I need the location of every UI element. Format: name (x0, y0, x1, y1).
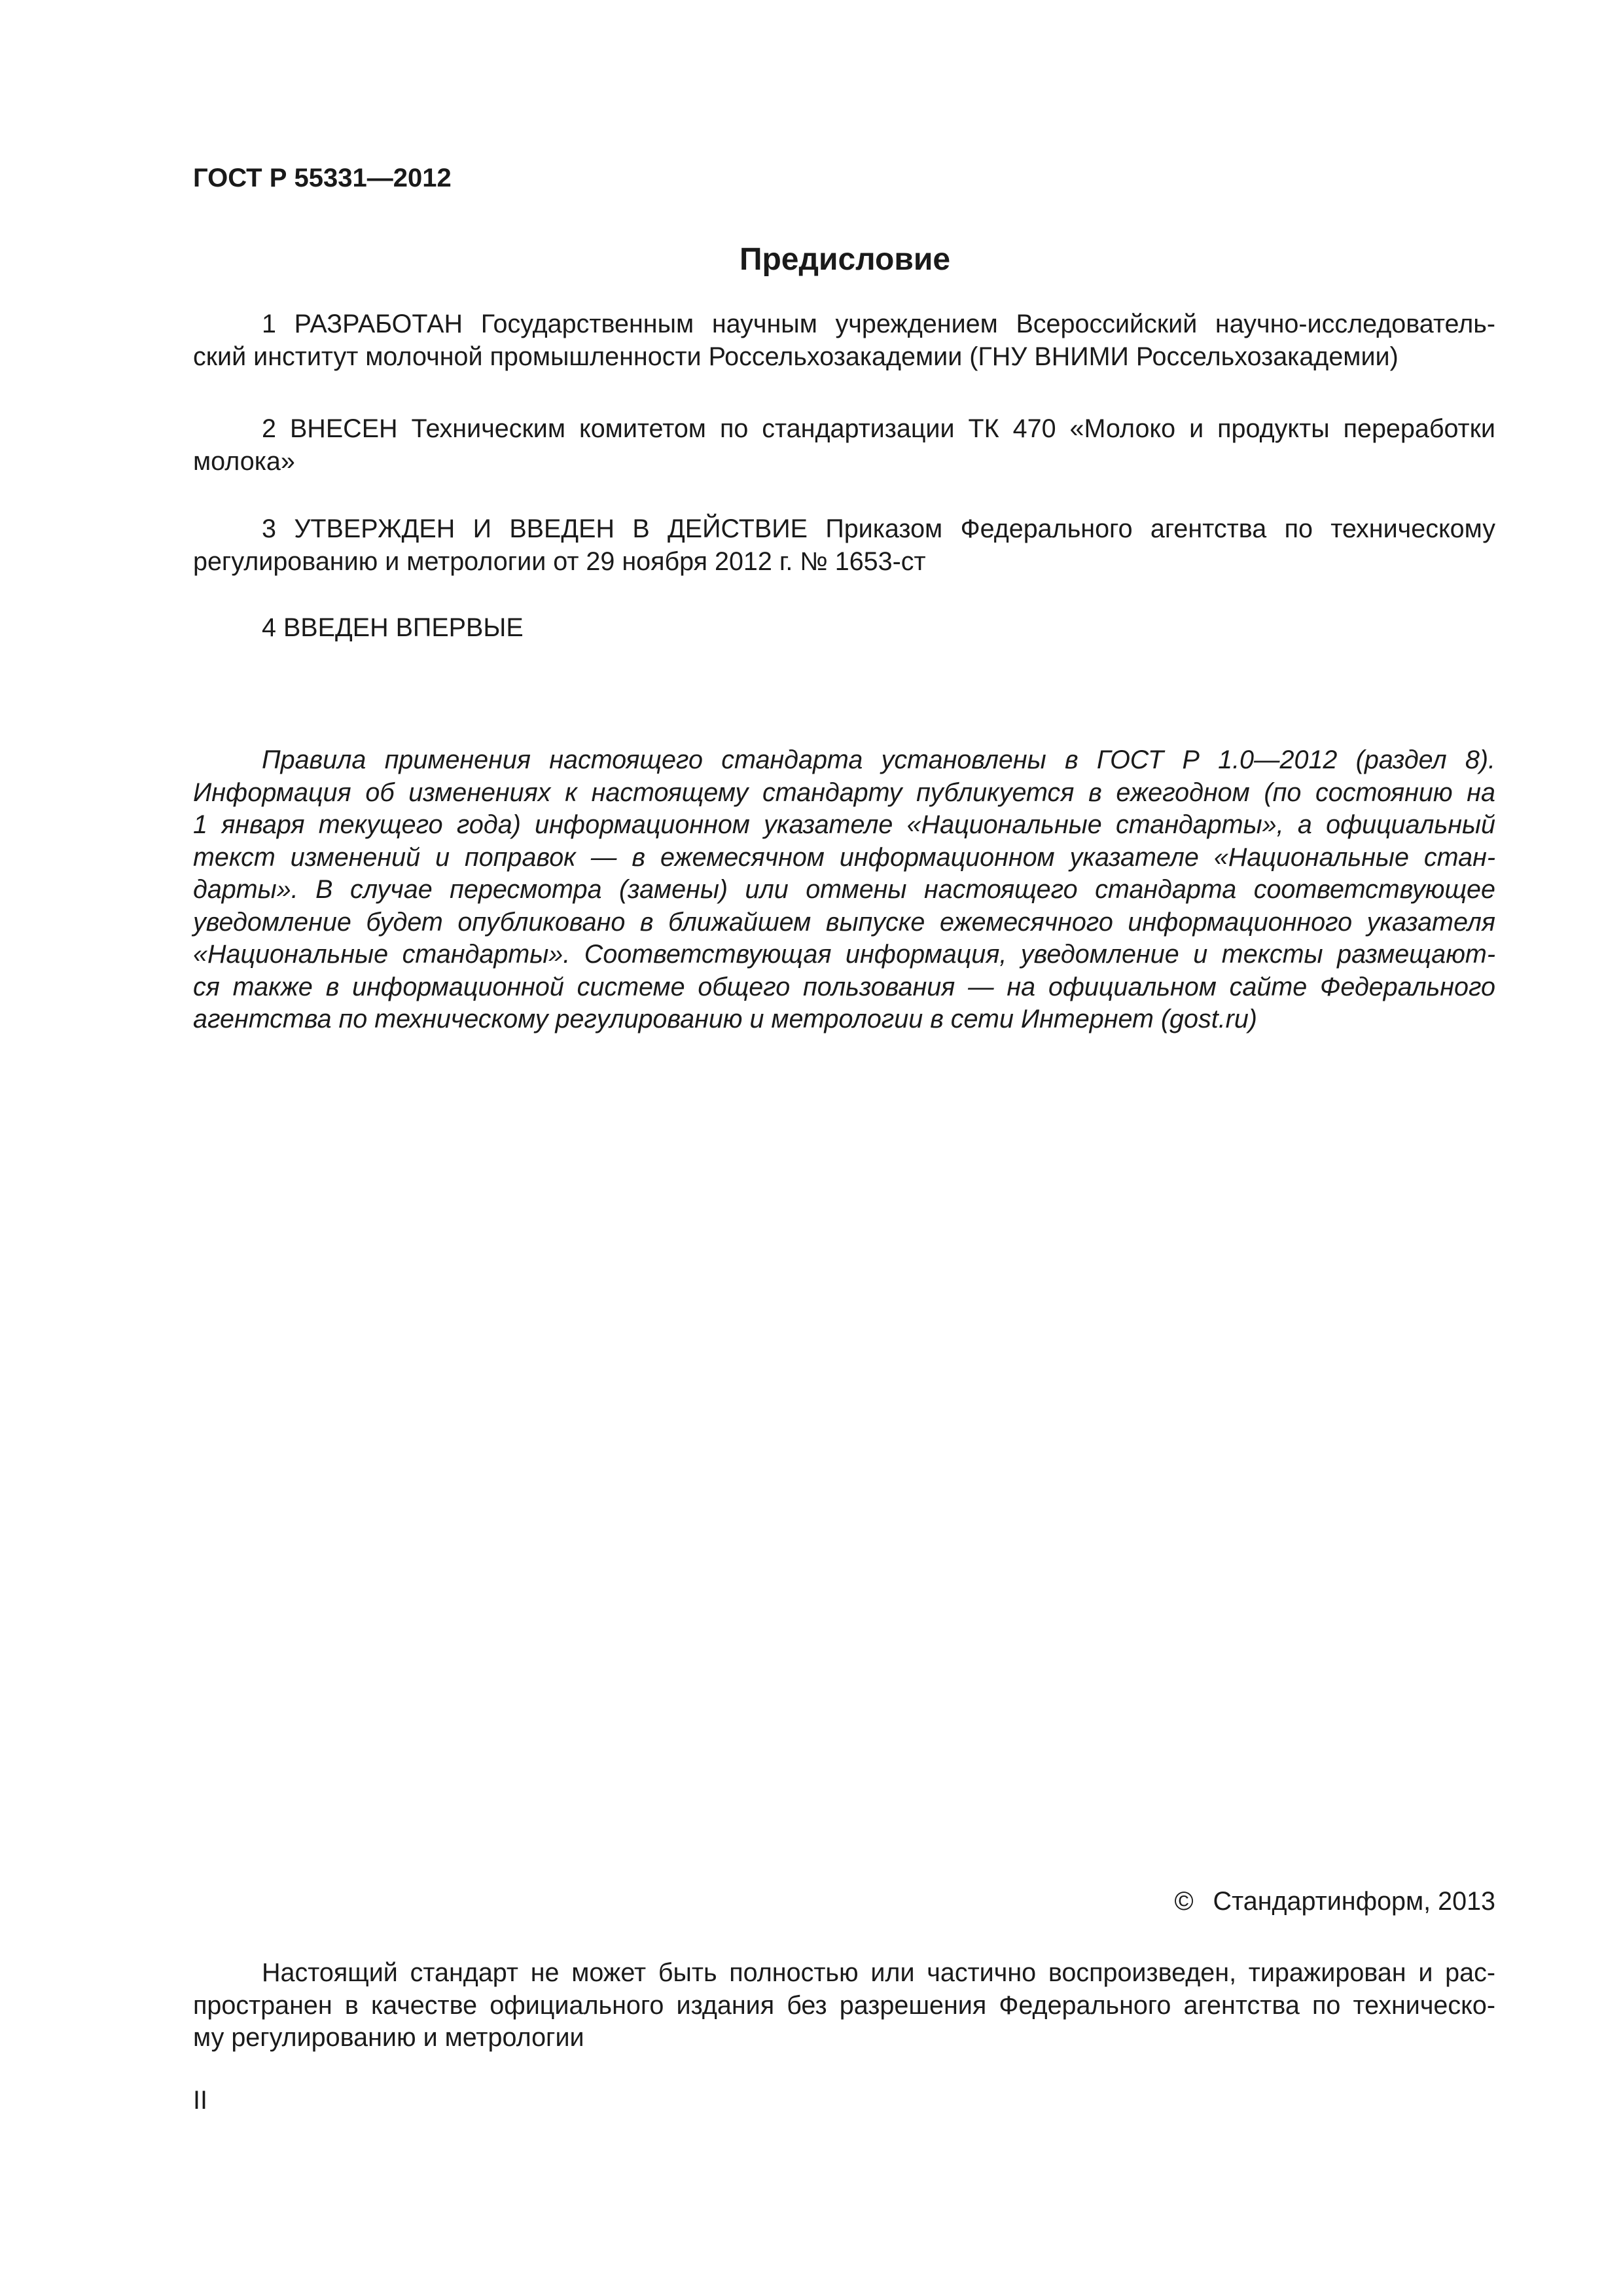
document-code: ГОСТ Р 55331—2012 (193, 164, 452, 192)
text-line: дарты». В случае пересмотра (замены) или отмены настоящего стандарта соответствующее (193, 875, 1495, 904)
text-line: 2 ВНЕСЕН Техническим комитетом по стандартизации ТК 470 «Молоко и продукты переработки (262, 414, 1495, 443)
text-line: «Национальные стандарты». Соответствующая информация, уведомление и тексты размещают- (193, 940, 1495, 969)
section-title: Предисловие (739, 242, 951, 277)
copyright (1174, 1886, 1495, 1918)
text-line: пространен в качестве официального издания без разрешения Федерального агентства по техническо- (193, 1990, 1495, 2020)
text-line: ся также в информационной системе общего пользования — на официальном сайте Федерального (193, 972, 1495, 1001)
preface-item-introduced (193, 413, 1495, 478)
text-line: 4 ВВЕДЕН ВПЕРВЫЕ (262, 613, 524, 642)
application-rules-note (193, 744, 1495, 1036)
text-line: 1 января текущего года) информационном указателе «Национальные стандарты», а официальный (193, 810, 1495, 839)
text-line: Настоящий стандарт не может быть полностью или частично воспроизведен, тиражирован и рас- (262, 1958, 1495, 1987)
text-line: регулированию и метрологии от 29 ноября 2012 г. № 1653-ст (193, 547, 926, 576)
text-line: Информация об изменениях к настоящему стандарту публикуется в ежегодном (по состоянию на (193, 778, 1495, 807)
copyright-symbol: © (1174, 1887, 1194, 1916)
preface-item-developed (193, 308, 1495, 373)
text-line: му регулированию и метрологии (193, 2023, 584, 2052)
text-line: агентства по техническому регулированию и метрологии в сети Интернет (gost.ru) (193, 1005, 1257, 1033)
text-line: молока» (193, 446, 295, 476)
text-line: Правила применения настоящего стандарта установлены в ГОСТ Р 1.0—2012 (раздел 8). (262, 745, 1495, 774)
text-line: уведомление будет опубликовано в ближайшем выпуске ежемесячного информационного указателя (193, 907, 1495, 937)
text-line: текст изменений и поправок — в ежемесячном информационном указателе «Национальные стан- (193, 842, 1495, 872)
preface-item-approved (193, 513, 1495, 578)
page-number: II (193, 2086, 207, 2115)
text-line: 1 РАЗРАБОТАН Государственным научным учреждением Всероссийский научно-исследователь- (262, 310, 1495, 338)
copyright-text: Стандартинформ, 2013 (1213, 1887, 1495, 1916)
text-line: ский институт молочной промышленности Россельхозакадемии (ГНУ ВНИМИ Россельхозакадемии) (193, 342, 1399, 371)
reproduction-notice (193, 1957, 1495, 2054)
text-line: 3 УТВЕРЖДЕН И ВВЕДЕН В ДЕЙСТВИЕ Приказом Федерального агентства по техническому (262, 514, 1495, 543)
preface-item-first-introduced (193, 612, 1495, 645)
